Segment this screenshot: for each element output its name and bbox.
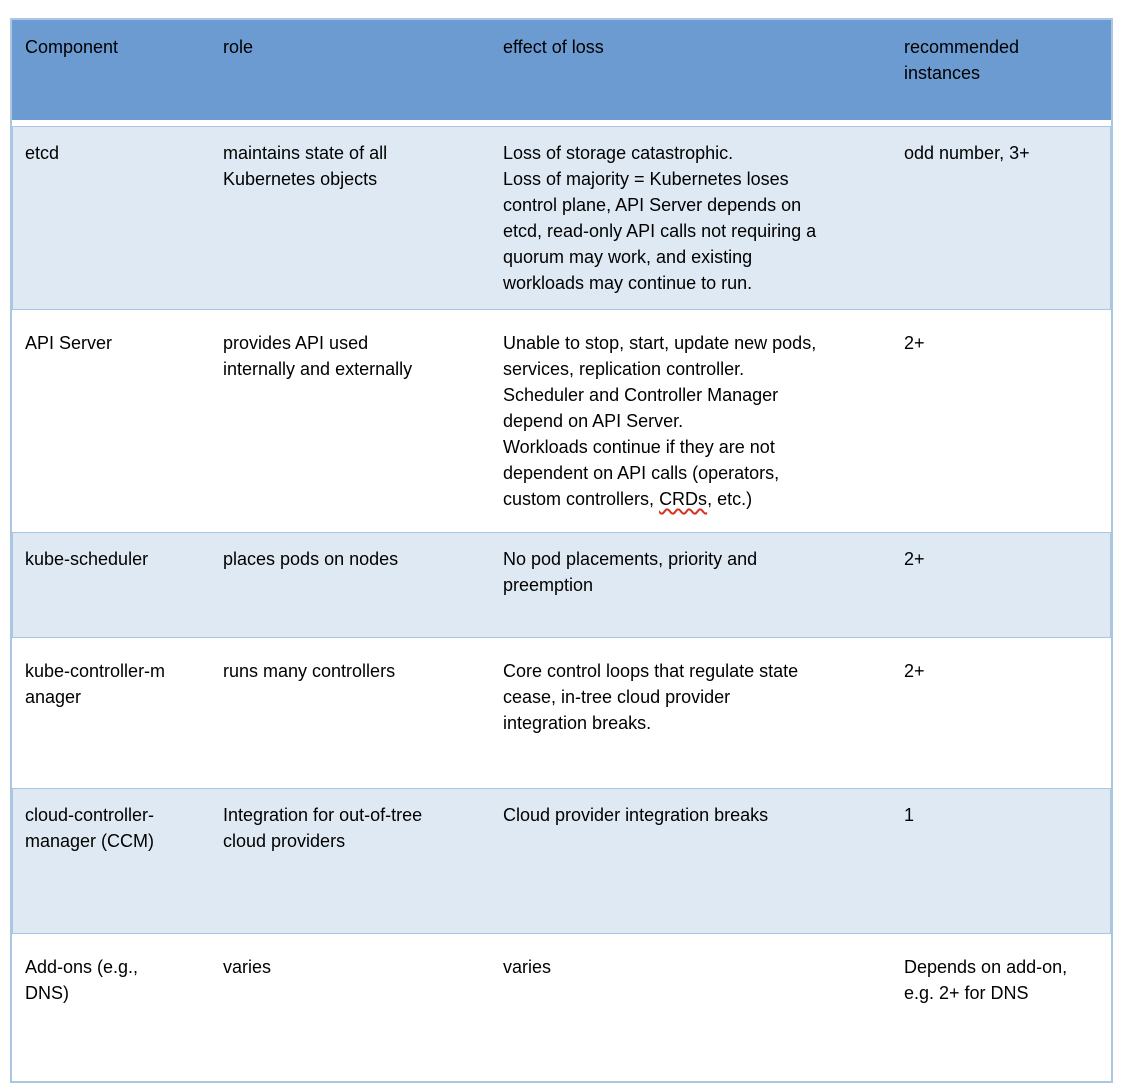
cell-line: Loss of majority = Kubernetes loses [503,169,789,189]
cell-line: dependent on API calls (operators, [503,463,780,483]
cell-line: Workloads continue if they are not [503,437,775,457]
cell-line: cease, in-tree cloud provider [503,687,731,707]
cell-line: Kubernetes objects [223,169,378,189]
cell-component [13,789,211,933]
cell-line: DNS) [25,983,69,1003]
cell-line: integration breaks. [503,713,652,733]
cell-line: manager (CCM) [25,831,155,851]
cell-role [211,127,491,309]
cell-role [211,789,491,933]
cell-component [13,941,211,1080]
cell-line: 2+ [904,661,925,681]
cell-line: internally and externally [223,359,413,379]
cell-line: 2+ [904,333,925,353]
header-cell-role: role [223,37,254,57]
cell-line: control plane, API Server depends on [503,195,802,215]
cell-line: quorum may work, and existing [503,247,753,267]
cell-component [13,317,211,525]
cell-line: kube-controller-m [25,661,166,681]
cell-line: etcd [25,143,60,163]
cell-role [211,645,491,781]
cell-line: e.g. 2+ for DNS [904,983,1029,1003]
cell-line: odd number, 3+ [904,143,1030,163]
cell-line: Scheduler and Controller Manager [503,385,779,405]
header-cell-instances: recommended instances [904,37,1020,83]
cell-line: cloud providers [223,831,346,851]
cell-line: 2+ [904,549,925,569]
cell-line: maintains state of all [223,143,388,163]
table-row [12,940,1111,1081]
table-row [12,532,1111,638]
header-cell-component: Component [25,37,119,57]
table-row [12,126,1111,310]
cell-effect [491,941,892,1080]
cell-effect [491,127,892,309]
cell-line: Unable to stop, start, update new pods, [503,333,817,353]
cell-line: anager [25,687,82,707]
table-row [12,644,1111,782]
cell-instances [892,533,1112,637]
cell-line: custom controllers, CRDs, etc.) [503,489,753,509]
cell-effect [491,533,892,637]
cell-line: varies [223,957,272,977]
cell-component [13,645,211,781]
cell-instances [892,645,1112,781]
component-table [10,18,1113,1083]
cell-line: places pods on nodes [223,549,399,569]
cell-line: 1 [904,805,915,825]
cell-line: preemption [503,575,594,595]
cell-line: workloads may continue to run. [503,273,753,293]
cell-role [211,533,491,637]
cell-line: Add-ons (e.g., [25,957,139,977]
cell-line: kube-scheduler [25,549,149,569]
cell-line: Integration for out-of-tree [223,805,423,825]
cell-line: depend on API Server. [503,411,684,431]
cell-role [211,941,491,1080]
cell-effect [491,789,892,933]
misspelled-word: CRDs [659,489,708,509]
cell-line: cloud-controller- [25,805,155,825]
cell-line: No pod placements, priority and [503,549,758,569]
cell-instances [892,127,1112,309]
cell-line: Depends on add-on, [904,957,1068,977]
cell-instances [892,317,1112,525]
cell-role [211,317,491,525]
cell-component [13,533,211,637]
cell-component [13,127,211,309]
cell-instances [892,789,1112,933]
cell-instances [892,941,1112,1080]
cell-line: Core control loops that regulate state [503,661,799,681]
cell-line: etcd, read-only API calls not requiring a [503,221,817,241]
cell-line: runs many controllers [223,661,396,681]
table-row [12,316,1111,526]
cell-line: API Server [25,333,113,353]
header-cell-effect: effect of loss [503,37,604,57]
cell-line: Cloud provider integration breaks [503,805,769,825]
cell-line: varies [503,957,552,977]
cell-effect [491,645,892,781]
cell-effect [491,317,892,525]
table-row [12,788,1111,934]
cell-line: Loss of storage catastrophic. [503,143,734,163]
cell-line: services, replication controller. [503,359,745,379]
cell-line: provides API used [223,333,369,353]
table-header-row [12,20,1111,120]
